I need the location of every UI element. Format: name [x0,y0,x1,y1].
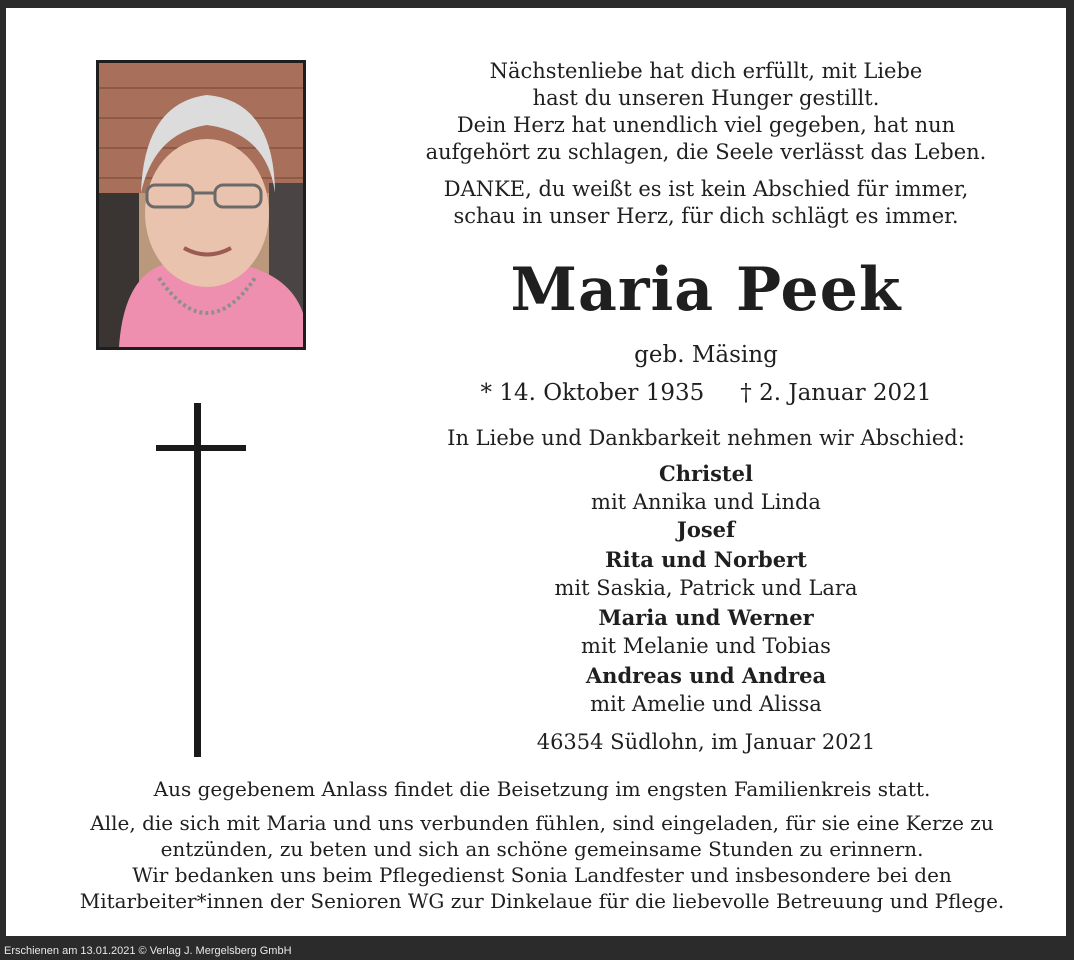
verse-line: Nächstenliebe hat dich erfüllt, mit Liebe [489,59,923,83]
maiden-name: geb. Mäsing [634,342,778,368]
family-children: mit Saskia, Patrick und Lara [554,576,858,600]
publication-footer: Erschienen am 13.01.2021 © Verlag J. Mergelsberg GmbH [4,945,292,957]
notice-line: Mitarbeiter*innen der Senioren WG zur Dinkelaue für die liebevolle Betreuung und Pflege. [79,889,1005,913]
invitation [12,810,1072,914]
family-member: Rita und Norbert [605,547,807,572]
death-date: † 2. Januar 2021 [740,380,932,406]
place-date: 46354 Südlohn, im Januar 2021 [536,730,876,754]
notice-line: Wir bedanken uns beim Pflegedienst Sonia Landfester und insbesondere bei den [132,863,952,887]
portrait-photo [96,60,306,350]
verse-stanza-1 [306,58,1074,166]
family-member: Christel [659,461,753,486]
farewell-intro: In Liebe und Dankbarkeit nehmen wir Abschied: [447,426,965,450]
family-children: mit Annika und Linda [591,490,821,514]
family-member: Maria und Werner [598,605,814,630]
birth-date: * 14. Oktober 1935 [480,380,705,406]
deceased-name: Maria Peek [510,255,902,325]
life-dates [306,378,1074,408]
cross-icon [156,403,251,759]
verse-line: schau in unser Herz, für dich schlägt es immer. [453,204,959,228]
family-children: mit Amelie und Alissa [590,692,822,716]
notice-line: entzünden, zu beten und sich an schöne gemeinsame Stunden zu erinnern. [160,837,924,861]
family-member: Andreas und Andrea [585,663,827,688]
verse-line: hast du unseren Hunger gestillt. [532,86,880,110]
verse-stanza-2 [306,176,1074,230]
obituary-sheet [6,8,1066,936]
verse-line: DANKE, du weißt es ist kein Abschied für immer, [443,177,969,201]
burial-notice: Aus gegebenem Anlass findet die Beisetzung im engsten Familienkreis statt. [153,777,931,801]
verse-line: Dein Herz hat unendlich viel gegeben, hat nun [456,113,956,137]
notice [12,776,1072,922]
notice-line: Alle, die sich mit Maria und uns verbunden fühlen, sind eingeladen, für sie eine Kerze zu [90,811,994,835]
family-member: Josef [676,517,736,542]
family-list [306,460,1074,718]
family-children: mit Melanie und Tobias [581,634,831,658]
verse-line: aufgehört zu schlagen, die Seele verlässt das Leben. [425,140,987,164]
verse [306,58,1074,240]
